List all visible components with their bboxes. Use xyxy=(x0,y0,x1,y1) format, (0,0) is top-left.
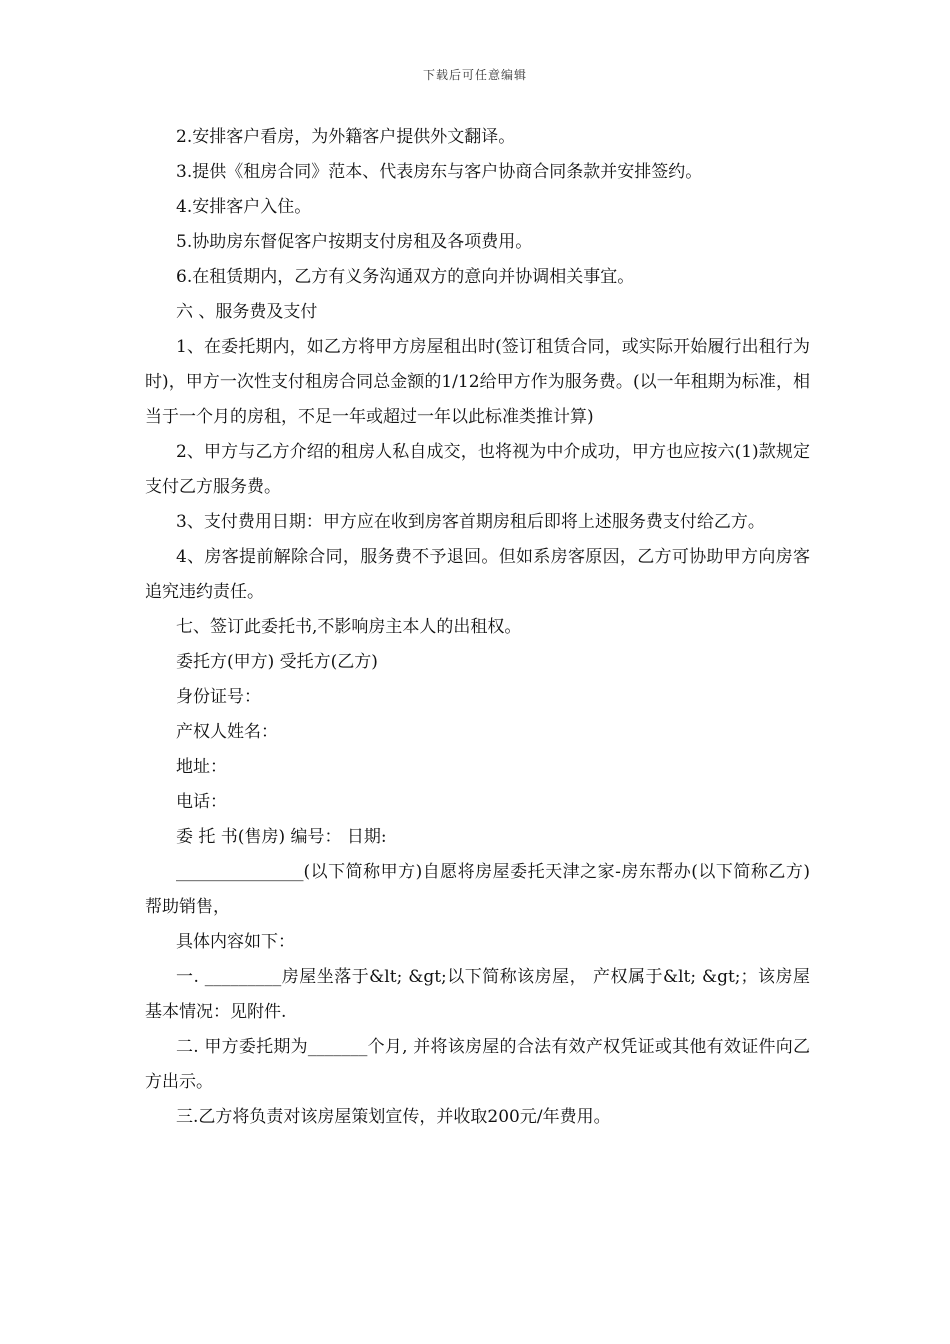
paragraph: 三.乙方将负责对该房屋策划宣传，并收取200元/年费用。 xyxy=(176,1107,611,1127)
paragraph: 具体内容如下： xyxy=(176,932,295,952)
phone-field: 电话： xyxy=(176,792,227,812)
address-field: 地址： xyxy=(176,757,227,777)
id-number-field: 身份证号： xyxy=(176,687,261,707)
section-heading: 七、签订此委托书,不影响房主本人的出租权。 xyxy=(176,617,522,637)
document-body xyxy=(145,120,810,1135)
paragraph: 3.提供《租房合同》范本、代表房东与客户协商合同条款并安排签约。 xyxy=(176,162,703,182)
paragraph: 4、房客提前解除合同，服务费不予退回。但如系房客原因，乙方可协助甲方向房客追究违约责任。 xyxy=(145,547,810,602)
paragraph: 6.在租赁期内，乙方有义务沟通双方的意向并协调相关事宜。 xyxy=(176,267,635,287)
paragraph: 二. 甲方委托期为_______个月, 并将该房屋的合法有效产权凭证或其他有效证件向乙方出示。 xyxy=(145,1037,810,1092)
paragraph: 4.安排客户入住。 xyxy=(176,197,312,217)
owner-name-field: 产权人姓名： xyxy=(176,722,278,742)
paragraph: 1、在委托期内，如乙方将甲方房屋租出时(签订租赁合同，或实际开始履行出租行为时)，甲方一次性支付租房合同总金额的1/12给甲方作为服务费。(以一年租期为标准，相当于一个月的房租，不足一年或超过一年以此标准类推计算) xyxy=(145,337,810,427)
paragraph: 5.协助房东督促客户按期支付房租及各项费用。 xyxy=(176,232,533,252)
signature-parties: 委托方(甲方) 受托方(乙方) xyxy=(176,652,378,672)
paragraph: _______________(以下简称甲方)自愿将房屋委托天津之家-房东帮办(以下简称乙方)帮助销售， xyxy=(145,862,810,917)
document-title-line: 委 托 书(售房) 编号： 日期: xyxy=(176,827,387,847)
paragraph: 3、支付费用日期：甲方应在收到房客首期房租后即将上述服务费支付给乙方。 xyxy=(176,512,765,532)
paragraph: 2、甲方与乙方介绍的租房人私自成交，也将视为中介成功，甲方也应按六(1)款规定支付乙方服务费。 xyxy=(145,442,810,497)
paragraph: 2.安排客户看房，为外籍客户提供外文翻译。 xyxy=(176,127,516,147)
paragraph: 一. _________房屋坐落于&lt; &gt;以下简称该房屋， 产权属于&lt; &gt;；该房屋基本情况：见附件. xyxy=(145,967,810,1022)
section-heading: 六 、服务费及支付 xyxy=(176,302,318,322)
header-note: 下载后可任意编辑 xyxy=(422,68,527,82)
